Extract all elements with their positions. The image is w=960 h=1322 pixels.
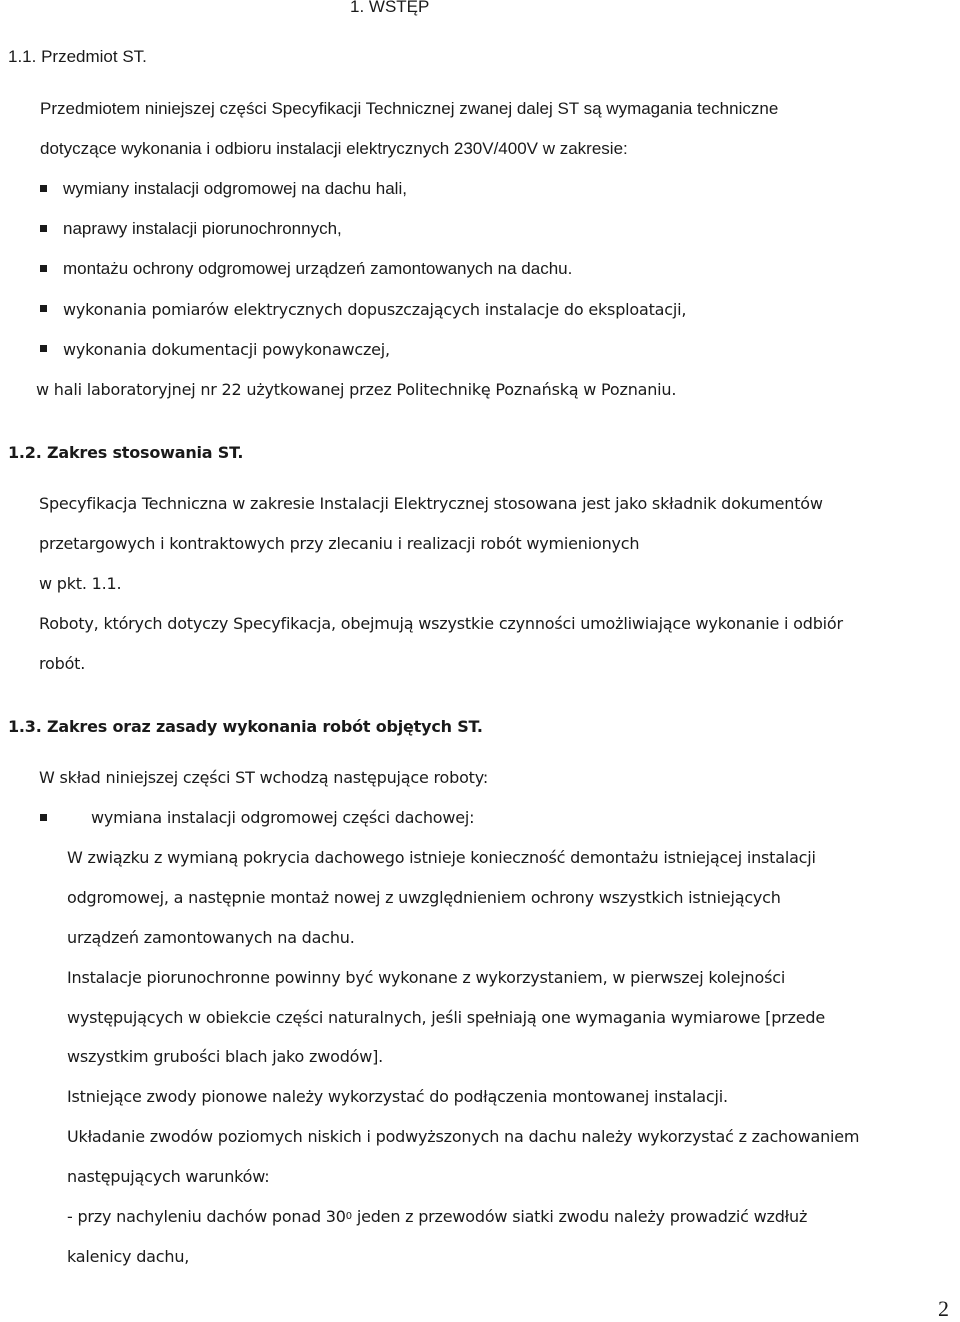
s3-line-2: odgromowej, a następnie montaż nowej z uwzględnieniem ochrony wszystkich istniejących [67,888,781,907]
s1-closing: w hali laboratoryjnej nr 22 użytkowanej przez Politechnikę Poznańską w Poznaniu. [36,380,677,399]
s2-line-4: Roboty, których dotyczy Specyfikacja, obejmują wszystkie czynności umożliwiające wykonanie i odbiór [39,614,843,633]
s3-line-7: Istniejące zwody pionowe należy wykorzystać do podłączenia montowanej instalacji. [67,1087,728,1106]
bullet-square-icon [40,225,47,232]
s3-intro: W skład niniejszej części ST wchodzą następujące roboty: [39,768,489,787]
s3-line-4: Instalacje piorunochronne powinny być wykonane z wykorzystaniem, w pierwszej kolejności [67,968,786,987]
section-1-2-heading: 1.2. Zakres stosowania ST. [8,443,244,462]
s2-line-5: robót. [39,654,86,673]
degree-superscript: 0 [345,1211,352,1222]
s3-line-8: Układanie zwodów poziomych niskich i podwyższonych na dachu należy wykorzystać z zachowaniem [67,1127,860,1146]
s3-line-3: urządzeń zamontowanych na dachu. [67,928,355,947]
bullet-square-icon [40,305,47,312]
s3-last-line-2: kalenicy dachu, [67,1247,190,1266]
s3-last-pre: - przy nachyleniu dachów ponad 30 [67,1207,346,1226]
s1-bullet-4: wykonania pomiarów elektrycznych dopuszczających instalacje do eksploatacji, [63,300,687,319]
section-1-3-heading: 1.3. Zakres oraz zasady wykonania robót objętych ST. [8,717,483,736]
bullet-square-icon [40,185,47,192]
chapter-title: 1. WSTĘP [350,0,430,16]
s2-line-3: w pkt. 1.1. [39,574,122,593]
bullet-square-icon [40,814,47,821]
s3-line-5: występujących w obiekcie części naturalnych, jeśli spełniają one wymagania wymiarowe [przede [67,1008,825,1027]
s1-bullet-3: montażu ochrony odgromowej urządzeń zamontowanych na dachu. [63,259,573,278]
s1-intro-line-1: Przedmiotem niniejszej części Specyfikacji Technicznej zwanej dalej ST są wymagania techniczne [40,99,779,118]
s2-line-1: Specyfikacja Techniczna w zakresie Instalacji Elektrycznej stosowana jest jako składnik dokumentów [39,494,823,513]
s1-bullet-1: wymiany instalacji odgromowej na dachu hali, [63,179,407,198]
bullet-square-icon [40,265,47,272]
s2-line-2: przetargowych i kontraktowych przy zlecaniu i realizacji robót wymienionych [39,534,640,553]
s3-line-6: wszystkim grubości blach jako zwodów]. [67,1047,384,1066]
s3-last-post: jeden z przewodów siatki zwodu należy prowadzić wzdłuż [351,1207,808,1226]
s3-last-line [67,1207,807,1226]
s3-line-1: W związku z wymianą pokrycia dachowego istnieje konieczność demontażu istniejącej instalacji [67,848,816,867]
s3-line-9: następujących warunków: [67,1167,270,1186]
section-1-1-heading: 1.1. Przedmiot ST. [8,47,147,66]
s1-intro-line-2: dotyczące wykonania i odbioru instalacji elektrycznych 230V/400V w zakresie: [40,139,628,158]
s1-bullet-5: wykonania dokumentacji powykonawczej, [63,340,390,359]
page-number: 2 [938,1296,949,1321]
s1-bullet-2: naprawy instalacji piorunochronnych, [63,219,342,238]
bullet-square-icon [40,345,47,352]
s3-bullet: wymiana instalacji odgromowej części dachowej: [91,808,475,827]
